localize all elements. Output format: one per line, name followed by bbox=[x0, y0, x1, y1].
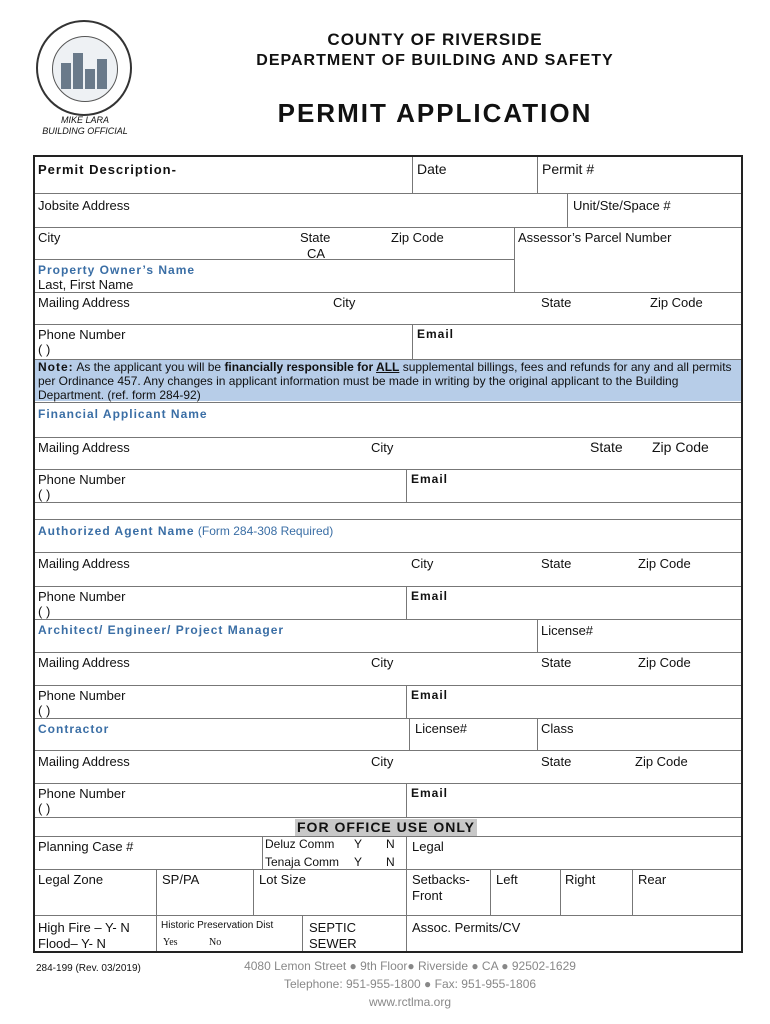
agent-zip-field[interactable]: Zip Code bbox=[638, 556, 691, 571]
deluz-y[interactable]: Y bbox=[354, 837, 363, 851]
jobsite-address-field[interactable]: Jobsite Address bbox=[38, 198, 130, 213]
legal-field[interactable]: Legal bbox=[412, 839, 444, 854]
footer-address: 4080 Lemon Street ● 9th Floor● Riverside ● CA ● 92502-1629 bbox=[244, 959, 576, 973]
owner-mailing-field[interactable]: Mailing Address bbox=[38, 295, 130, 310]
architect-state-field[interactable]: State bbox=[541, 655, 572, 670]
apn-field[interactable]: Assessor’s Parcel Number bbox=[518, 230, 672, 245]
owner-phone-paren: ( ) bbox=[38, 342, 51, 357]
sppa-field[interactable]: SP/PA bbox=[162, 872, 200, 887]
architect-city-field[interactable]: City bbox=[371, 655, 394, 670]
owner-state-field[interactable]: State bbox=[541, 295, 572, 310]
org-line-1: COUNTY OF RIVERSIDE bbox=[327, 30, 543, 49]
note-part2: supplemental billings, fees and refunds for any and all permits per Ordinance 457. Any changes in applicant information must be made in writing by the original applicant to the Building Department. (ref. form 284-92) bbox=[38, 360, 732, 402]
agent-phone-paren: ( ) bbox=[38, 604, 51, 619]
note-part1: As the applicant you will be bbox=[73, 360, 225, 374]
office-use-title: FOR OFFICE USE ONLY bbox=[297, 819, 475, 835]
contractor-phone-paren: ( ) bbox=[38, 801, 51, 816]
architect-phone-paren: ( ) bbox=[38, 703, 51, 718]
deluz-comm-label: Deluz Comm bbox=[265, 837, 335, 851]
lot-size-field[interactable]: Lot Size bbox=[259, 872, 306, 887]
setbacks-front-field[interactable]: Front bbox=[412, 888, 443, 903]
sewer-field[interactable]: SEWER bbox=[309, 936, 357, 951]
footer-website[interactable]: www.rctlma.org bbox=[368, 995, 451, 1009]
high-fire-field[interactable]: High Fire – Y- N bbox=[38, 920, 130, 935]
form-number: 284-199 (Rev. 03/2019) bbox=[36, 963, 141, 974]
historic-preservation-label: Historic Preservation Dist bbox=[161, 920, 274, 931]
setbacks-right-field[interactable]: Right bbox=[565, 872, 596, 887]
date-field[interactable]: Date bbox=[417, 161, 447, 177]
jobsite-state-value: CA bbox=[307, 246, 326, 261]
page-title: PERMIT APPLICATION bbox=[277, 98, 593, 128]
architect-license-field[interactable]: License# bbox=[541, 623, 594, 638]
contractor-heading: Contractor bbox=[38, 722, 110, 736]
historic-yes[interactable]: Yes bbox=[163, 937, 178, 948]
financial-email-field[interactable]: Email bbox=[411, 472, 449, 486]
unit-field[interactable]: Unit/Ste/Space # bbox=[573, 198, 671, 213]
county-seal-logo bbox=[36, 20, 132, 116]
note-bold: financially responsible for bbox=[224, 360, 377, 374]
assoc-permits-field[interactable]: Assoc. Permits/CV bbox=[412, 920, 521, 935]
architect-mailing-field[interactable]: Mailing Address bbox=[38, 655, 130, 670]
tenaja-y[interactable]: Y bbox=[354, 855, 363, 869]
legal-zone-field[interactable]: Legal Zone bbox=[38, 872, 104, 887]
architect-email-field[interactable]: Email bbox=[411, 688, 449, 702]
architect-phone-field[interactable]: Phone Number bbox=[38, 688, 126, 703]
financial-state-field[interactable]: State bbox=[590, 439, 623, 455]
financial-applicant-heading: Financial Applicant Name bbox=[38, 407, 208, 421]
note-text bbox=[38, 360, 738, 402]
financial-phone-paren: ( ) bbox=[38, 487, 51, 502]
owner-city-field[interactable]: City bbox=[333, 295, 356, 310]
contractor-class-field[interactable]: Class bbox=[541, 721, 574, 736]
setbacks-label: Setbacks- bbox=[412, 872, 470, 887]
footer-phone: Telephone: 951-955-1800 ● Fax: 951-955-1806 bbox=[283, 977, 537, 991]
agent-email-field[interactable]: Email bbox=[411, 589, 449, 603]
planning-case-field[interactable]: Planning Case # bbox=[38, 839, 134, 854]
agent-heading-note: (Form 284-308 Required) bbox=[194, 524, 334, 538]
setbacks-left-field[interactable]: Left bbox=[496, 872, 518, 887]
org-line-2: DEPARTMENT OF BUILDING AND SAFETY bbox=[256, 52, 614, 69]
flood-field[interactable]: Flood– Y- N bbox=[38, 936, 106, 951]
owner-email-field[interactable]: Email bbox=[417, 327, 455, 341]
jobsite-zip-field[interactable]: Zip Code bbox=[391, 230, 444, 245]
seal-skyline-icon bbox=[52, 36, 118, 102]
deluz-n[interactable]: N bbox=[386, 837, 395, 851]
agent-heading-text: Authorized Agent Name bbox=[38, 524, 195, 538]
financial-city-field[interactable]: City bbox=[371, 440, 394, 455]
contractor-city-field[interactable]: City bbox=[371, 754, 394, 769]
contractor-phone-field[interactable]: Phone Number bbox=[38, 786, 126, 801]
owner-zip-field[interactable]: Zip Code bbox=[650, 295, 703, 310]
property-owner-heading: Property Owner’s Name bbox=[38, 263, 196, 277]
setbacks-rear-field[interactable]: Rear bbox=[638, 872, 667, 887]
financial-phone-field[interactable]: Phone Number bbox=[38, 472, 126, 487]
jobsite-city-field[interactable]: City bbox=[38, 230, 61, 245]
official-block bbox=[40, 115, 130, 137]
note-prefix: Note: bbox=[38, 360, 74, 374]
septic-field[interactable]: SEPTIC bbox=[309, 920, 356, 935]
owner-name-field[interactable]: Last, First Name bbox=[38, 277, 134, 292]
tenaja-n[interactable]: N bbox=[386, 855, 395, 869]
agent-phone-field[interactable]: Phone Number bbox=[38, 589, 126, 604]
contractor-license-field[interactable]: License# bbox=[415, 721, 468, 736]
tenaja-comm-label: Tenaja Comm bbox=[265, 855, 340, 869]
contractor-mailing-field[interactable]: Mailing Address bbox=[38, 754, 130, 769]
agent-mailing-field[interactable]: Mailing Address bbox=[38, 556, 130, 571]
official-name: MIKE LARA bbox=[60, 115, 109, 125]
note-underlined: ALL bbox=[376, 360, 400, 374]
agent-city-field[interactable]: City bbox=[411, 556, 434, 571]
permit-description-label: Permit Description- bbox=[38, 162, 177, 177]
historic-no[interactable]: No bbox=[209, 937, 222, 948]
architect-heading: Architect/ Engineer/ Project Manager bbox=[38, 623, 285, 637]
jobsite-state-label: State bbox=[300, 230, 331, 245]
owner-phone-field[interactable]: Phone Number bbox=[38, 327, 126, 342]
agent-state-field[interactable]: State bbox=[541, 556, 572, 571]
authorized-agent-heading bbox=[38, 524, 333, 538]
financial-mailing-field[interactable]: Mailing Address bbox=[38, 440, 130, 455]
contractor-zip-field[interactable]: Zip Code bbox=[635, 754, 688, 769]
financial-zip-field[interactable]: Zip Code bbox=[652, 439, 709, 455]
contractor-email-field[interactable]: Email bbox=[411, 786, 449, 800]
official-title: BUILDING OFFICIAL bbox=[42, 126, 128, 136]
permit-number-field[interactable]: Permit # bbox=[542, 161, 595, 177]
contractor-state-field[interactable]: State bbox=[541, 754, 572, 769]
architect-zip-field[interactable]: Zip Code bbox=[638, 655, 691, 670]
